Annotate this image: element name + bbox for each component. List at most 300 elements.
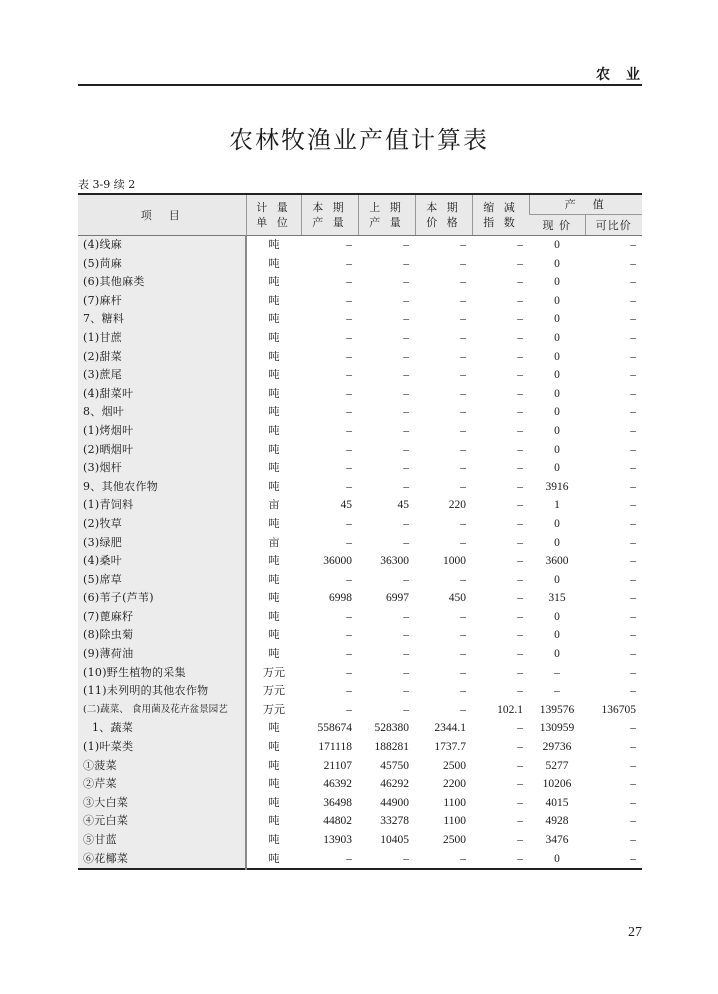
cell-deflator: – <box>517 313 523 326</box>
cell-item: (3)蔗尾 <box>78 366 246 385</box>
cell-current-output: – <box>346 294 352 307</box>
cell-current-value: 0 <box>554 852 560 865</box>
cell-current-output: 45 <box>340 499 352 512</box>
cell-current-price: – <box>460 387 466 400</box>
cell-unit: 万元 <box>263 684 285 698</box>
cell-current-output: – <box>346 648 352 661</box>
cell-deflator: – <box>517 852 523 865</box>
cell-deflator: – <box>517 685 523 698</box>
cell-current-value: 0 <box>554 257 560 270</box>
cell-current-output: – <box>346 331 352 344</box>
cell-deflator: – <box>517 666 523 679</box>
cell-previous-output: – <box>403 443 409 456</box>
cell-item: (4)桑叶 <box>78 552 246 571</box>
cell-comparable-value: – <box>630 462 636 475</box>
cell-previous-output: 528380 <box>374 722 409 735</box>
cell-item: 1、蔬菜 <box>78 719 246 738</box>
cell-previous-output: 10405 <box>380 834 409 846</box>
cell-comparable-value: – <box>630 759 636 772</box>
cell-previous-output: – <box>403 239 409 251</box>
cell-current-value: 0 <box>554 610 560 623</box>
cell-current-price: – <box>460 480 466 493</box>
cell-unit: 吨 <box>268 814 280 828</box>
cell-current-output: – <box>346 536 352 549</box>
cell-unit: 吨 <box>268 591 280 605</box>
table-row <box>78 552 642 571</box>
cell-current-value: – <box>554 685 560 698</box>
cell-current-value: 0 <box>554 387 560 400</box>
cell-item: (1)甘蔗 <box>78 329 246 348</box>
cell-item: 7、糖料 <box>78 310 246 329</box>
page-number: 27 <box>628 925 642 940</box>
cell-item: (3)绿肥 <box>78 534 246 553</box>
table-row <box>78 310 642 329</box>
table-row <box>78 385 642 404</box>
cell-item: (6)苇子(芦苇) <box>78 589 246 608</box>
cell-deflator: – <box>517 759 523 772</box>
cell-unit: 亩 <box>268 498 280 512</box>
cell-deflator: – <box>517 592 523 605</box>
cell-item: (1)青饲料 <box>78 496 246 515</box>
cell-current-price: – <box>460 536 466 549</box>
table-row <box>78 292 642 311</box>
cell-current-value: 5277 <box>545 759 569 772</box>
cell-item: (8)除虫菊 <box>78 626 246 645</box>
cell-current-price: – <box>460 517 466 530</box>
cell-deflator: – <box>517 480 523 493</box>
cell-comparable-value: – <box>630 555 636 568</box>
cell-unit: 吨 <box>268 851 280 865</box>
cell-item: (5)苘麻 <box>78 255 246 274</box>
cell-item: (4)甜菜叶 <box>78 385 246 404</box>
table-row <box>78 403 642 422</box>
cell-current-value: 0 <box>554 350 560 363</box>
cell-comparable-value: – <box>630 239 636 251</box>
cell-deflator: – <box>517 555 523 568</box>
cell-comparable-value: – <box>630 294 636 307</box>
header-unit: 计 量 单 位 <box>246 194 301 236</box>
cell-unit: 吨 <box>268 293 280 307</box>
table-row <box>78 831 642 850</box>
cell-previous-output: 6997 <box>386 592 409 605</box>
cell-deflator: – <box>517 276 523 289</box>
table-row <box>78 850 642 870</box>
cell-comparable-value: – <box>630 573 636 586</box>
cell-unit: 吨 <box>268 647 280 661</box>
cell-unit: 吨 <box>268 442 280 456</box>
header-current-price: 本 期 价 格 <box>415 194 472 236</box>
cell-deflator: – <box>517 369 523 382</box>
cell-current-value: 0 <box>554 629 560 642</box>
cell-deflator: – <box>517 815 523 828</box>
table-row <box>78 515 642 534</box>
cell-current-value: 0 <box>554 462 560 475</box>
table-row <box>78 348 642 367</box>
cell-item: 8、烟叶 <box>78 403 246 422</box>
cell-comparable-value: – <box>630 629 636 642</box>
cell-deflator: – <box>517 778 523 791</box>
cell-item: (5)席草 <box>78 571 246 590</box>
cell-current-value: 0 <box>554 369 560 382</box>
cell-current-output: 44802 <box>323 815 352 828</box>
cell-deflator: – <box>517 648 523 661</box>
cell-deflator: – <box>517 610 523 623</box>
running-head <box>78 64 656 86</box>
cell-item: (二)蔬菜、 食用菌及花卉盆景园艺 <box>78 701 246 720</box>
table-label: 表 3-9 续 2 <box>78 178 136 191</box>
table-body <box>78 236 642 870</box>
table-row <box>78 329 642 348</box>
table-row <box>78 794 642 813</box>
cell-current-price: – <box>460 313 466 326</box>
cell-previous-output: 46292 <box>380 778 409 791</box>
cell-current-price: – <box>460 276 466 289</box>
cell-current-value: 4928 <box>545 815 569 828</box>
cell-current-output: – <box>346 852 352 865</box>
cell-unit: 吨 <box>268 609 280 623</box>
cell-previous-output: 36300 <box>380 555 409 568</box>
cell-item: (1)烤烟叶 <box>78 422 246 441</box>
cell-current-value: 0 <box>554 406 560 419</box>
cell-unit: 吨 <box>268 554 280 568</box>
cell-comparable-value: – <box>630 313 636 326</box>
table-row <box>78 682 642 701</box>
cell-current-price: 2200 <box>443 778 466 791</box>
cell-unit: 吨 <box>268 238 280 251</box>
cell-current-output: – <box>346 424 352 437</box>
table-row <box>78 459 642 478</box>
cell-current-output: 36000 <box>323 555 352 568</box>
cell-current-value: 0 <box>554 294 560 307</box>
cell-comparable-value: – <box>630 852 636 865</box>
cell-deflator: – <box>517 796 523 809</box>
output-value-table <box>78 193 642 870</box>
cell-item: ③大白菜 <box>78 794 246 813</box>
cell-unit: 吨 <box>268 572 280 586</box>
cell-current-price: – <box>460 331 466 344</box>
header-previous-output: 上 期 产 量 <box>358 194 415 236</box>
cell-previous-output: – <box>403 406 409 419</box>
cell-unit: 吨 <box>268 628 280 642</box>
cell-comparable-value: – <box>630 443 636 456</box>
cell-previous-output: – <box>403 276 409 289</box>
table-row <box>78 701 642 720</box>
table-row <box>78 273 642 292</box>
cell-comparable-value: – <box>630 685 636 698</box>
table-row <box>78 255 642 274</box>
cell-deflator: – <box>517 536 523 549</box>
cell-current-output: – <box>346 685 352 698</box>
cell-item: ⑥花椰菜 <box>78 850 246 870</box>
cell-item: (11)未列明的其他农作物 <box>78 682 246 701</box>
cell-current-output: – <box>346 313 352 326</box>
header-output-value: 产 值 <box>529 194 642 215</box>
cell-previous-output: – <box>403 424 409 437</box>
table-row <box>78 571 642 590</box>
cell-item: (10)野生植物的采集 <box>78 664 246 683</box>
cell-previous-output: – <box>403 610 409 623</box>
cell-comparable-value: – <box>630 276 636 289</box>
cell-unit: 吨 <box>268 479 280 493</box>
cell-current-value: – <box>554 666 560 679</box>
table-row <box>78 757 642 776</box>
cell-current-price: – <box>460 443 466 456</box>
cell-unit: 吨 <box>268 423 280 437</box>
table-row <box>78 589 642 608</box>
cell-item: (2)晒烟叶 <box>78 441 246 460</box>
cell-current-output: – <box>346 517 352 530</box>
cell-deflator: – <box>517 573 523 586</box>
cell-item: (6)其他麻类 <box>78 273 246 292</box>
section-name: 农业 <box>596 67 656 83</box>
cell-current-value: 139576 <box>539 703 575 716</box>
cell-current-output: 46392 <box>323 778 352 791</box>
cell-current-price: – <box>460 610 466 623</box>
table-row <box>78 738 642 757</box>
cell-comparable-value: – <box>630 592 636 605</box>
cell-current-price: 2500 <box>443 834 466 846</box>
cell-current-value: 0 <box>554 239 560 251</box>
cell-previous-output: – <box>403 517 409 530</box>
table-row <box>78 236 642 255</box>
cell-previous-output: – <box>403 313 409 326</box>
cell-deflator: – <box>517 499 523 512</box>
cell-comparable-value: – <box>630 778 636 791</box>
cell-unit: 吨 <box>268 330 280 344</box>
cell-current-output: – <box>346 406 352 419</box>
header-comparable-value: 可比价 <box>585 215 642 236</box>
cell-comparable-value: – <box>630 722 636 735</box>
cell-current-output: – <box>346 629 352 642</box>
cell-deflator: – <box>517 350 523 363</box>
table-row <box>78 812 642 831</box>
cell-comparable-value: – <box>630 499 636 512</box>
cell-current-value: 29736 <box>542 741 572 754</box>
cell-previous-output: – <box>403 648 409 661</box>
cell-current-output: – <box>346 443 352 456</box>
table-row <box>78 422 642 441</box>
cell-current-value: 0 <box>554 313 560 326</box>
cell-previous-output: – <box>403 480 409 493</box>
cell-comparable-value: – <box>630 480 636 493</box>
cell-current-value: 0 <box>554 443 560 456</box>
cell-current-price: – <box>460 350 466 363</box>
cell-current-output: – <box>346 573 352 586</box>
cell-current-price: – <box>460 257 466 270</box>
cell-deflator: – <box>517 387 523 400</box>
cell-comparable-value: – <box>630 796 636 809</box>
cell-current-price: 220 <box>448 499 466 512</box>
cell-previous-output: 33278 <box>380 815 409 828</box>
cell-current-price: – <box>460 852 466 865</box>
cell-item: 9、其他农作物 <box>78 478 246 497</box>
cell-comparable-value: – <box>630 815 636 828</box>
cell-item: ②芹菜 <box>78 775 246 794</box>
cell-current-price: – <box>460 648 466 661</box>
cell-current-output: – <box>346 703 352 716</box>
cell-current-output: – <box>346 350 352 363</box>
cell-current-value: 130959 <box>539 722 575 735</box>
cell-previous-output: – <box>403 462 409 475</box>
header-item: 项 目 <box>78 194 246 236</box>
table-row <box>78 664 642 683</box>
cell-previous-output: – <box>403 536 409 549</box>
cell-unit: 吨 <box>268 516 280 530</box>
cell-current-price: – <box>460 239 466 251</box>
cell-current-price: 1737.7 <box>434 741 466 754</box>
cell-deflator: – <box>517 462 523 475</box>
cell-unit: 吨 <box>268 386 280 400</box>
cell-unit: 吨 <box>268 795 280 809</box>
cell-item: (1)叶菜类 <box>78 738 246 757</box>
cell-item: (7)麻杆 <box>78 292 246 311</box>
cell-current-output: – <box>346 480 352 493</box>
cell-current-price: – <box>460 685 466 698</box>
table-row <box>78 441 642 460</box>
cell-deflator: 102.1 <box>497 703 523 716</box>
cell-current-value: 0 <box>554 536 560 549</box>
cell-deflator: – <box>517 443 523 456</box>
cell-previous-output: 45750 <box>380 759 409 772</box>
cell-deflator: – <box>517 834 523 846</box>
cell-unit: 万元 <box>263 702 285 716</box>
cell-current-price: – <box>460 462 466 475</box>
table-row <box>78 645 642 664</box>
cell-current-output: 13903 <box>323 834 352 846</box>
cell-comparable-value: – <box>630 257 636 270</box>
cell-previous-output: – <box>403 294 409 307</box>
cell-current-output: – <box>346 610 352 623</box>
cell-previous-output: – <box>403 666 409 679</box>
cell-deflator: – <box>517 424 523 437</box>
cell-deflator: – <box>517 741 523 754</box>
cell-item: ①菠菜 <box>78 757 246 776</box>
cell-current-output: – <box>346 276 352 289</box>
cell-current-price: 1100 <box>443 815 466 828</box>
table-row <box>78 496 642 515</box>
cell-current-output: 171118 <box>318 741 352 754</box>
cell-current-output: – <box>346 387 352 400</box>
cell-item: (4)线麻 <box>78 236 246 255</box>
table-row <box>78 719 642 738</box>
cell-current-price: – <box>460 666 466 679</box>
cell-comparable-value: – <box>630 536 636 549</box>
cell-previous-output: – <box>403 703 409 716</box>
table-row <box>78 478 642 497</box>
cell-current-value: 1 <box>554 499 560 512</box>
header-current-value: 现 价 <box>529 215 585 236</box>
table-row <box>78 608 642 627</box>
cell-unit: 吨 <box>268 833 280 846</box>
cell-item: ④元白菜 <box>78 812 246 831</box>
cell-comparable-value: – <box>630 369 636 382</box>
cell-current-price: 450 <box>448 592 466 605</box>
cell-current-price: – <box>460 369 466 382</box>
cell-previous-output: – <box>403 629 409 642</box>
cell-unit: 吨 <box>268 368 280 382</box>
cell-comparable-value: – <box>630 331 636 344</box>
cell-current-value: 3600 <box>545 555 569 568</box>
cell-previous-output: – <box>403 685 409 698</box>
cell-previous-output: – <box>403 387 409 400</box>
cell-current-price: – <box>460 424 466 437</box>
cell-item: ⑤甘蓝 <box>78 831 246 850</box>
cell-item: (7)蓖麻籽 <box>78 608 246 627</box>
cell-unit: 吨 <box>268 721 280 735</box>
cell-item: (3)烟杆 <box>78 459 246 478</box>
cell-deflator: – <box>517 331 523 344</box>
cell-deflator: – <box>517 517 523 530</box>
cell-item: (9)薄荷油 <box>78 645 246 664</box>
cell-current-value: 0 <box>554 331 560 344</box>
cell-comparable-value: – <box>630 741 636 754</box>
page-title: 农林牧渔业产值计算表 <box>229 126 489 154</box>
cell-current-value: 3916 <box>545 480 569 493</box>
cell-current-output: – <box>346 666 352 679</box>
header-current-output: 本 期 产 量 <box>301 194 358 236</box>
cell-unit: 万元 <box>263 665 285 679</box>
cell-deflator: – <box>517 239 523 251</box>
cell-comparable-value: 136705 <box>601 703 636 716</box>
cell-unit: 吨 <box>268 349 280 363</box>
cell-current-value: 3476 <box>545 834 569 846</box>
cell-previous-output: – <box>403 350 409 363</box>
cell-comparable-value: – <box>630 834 636 846</box>
cell-current-output: – <box>346 239 352 251</box>
cell-deflator: – <box>517 629 523 642</box>
cell-deflator: – <box>517 722 523 735</box>
cell-item: (2)甜菜 <box>78 348 246 367</box>
cell-comparable-value: – <box>630 666 636 679</box>
cell-item: (2)牧草 <box>78 515 246 534</box>
cell-comparable-value: – <box>630 424 636 437</box>
cell-current-value: 0 <box>554 573 560 586</box>
cell-current-output: 6998 <box>329 592 352 605</box>
cell-unit: 亩 <box>268 535 280 549</box>
cell-current-price: 2344.1 <box>434 722 466 735</box>
cell-current-price: 1100 <box>443 796 466 809</box>
table-row <box>78 775 642 794</box>
cell-current-output: – <box>346 369 352 382</box>
cell-current-output: 21107 <box>323 759 352 772</box>
cell-current-value: 0 <box>554 517 560 530</box>
cell-comparable-value: – <box>630 350 636 363</box>
cell-current-value: 4015 <box>545 796 569 809</box>
cell-comparable-value: – <box>630 648 636 661</box>
cell-unit: 吨 <box>268 758 280 772</box>
cell-unit: 吨 <box>268 312 280 326</box>
cell-current-price: – <box>460 703 466 716</box>
cell-previous-output: 44900 <box>380 796 409 809</box>
cell-current-output: – <box>346 257 352 270</box>
cell-previous-output: – <box>403 331 409 344</box>
cell-deflator: – <box>517 406 523 419</box>
cell-current-price: – <box>460 629 466 642</box>
cell-current-price: 1000 <box>443 555 466 568</box>
header-deflator: 缩 减 指 数 <box>472 194 529 236</box>
cell-current-value: 0 <box>554 424 560 437</box>
cell-current-price: 2500 <box>443 759 466 772</box>
cell-current-price: – <box>460 406 466 419</box>
cell-previous-output: 188281 <box>374 741 409 754</box>
cell-comparable-value: – <box>630 610 636 623</box>
cell-current-value: 10206 <box>542 778 572 791</box>
cell-current-output: – <box>346 462 352 475</box>
cell-deflator: – <box>517 294 523 307</box>
cell-previous-output: – <box>403 257 409 270</box>
cell-comparable-value: – <box>630 406 636 419</box>
cell-current-value: 0 <box>554 276 560 289</box>
